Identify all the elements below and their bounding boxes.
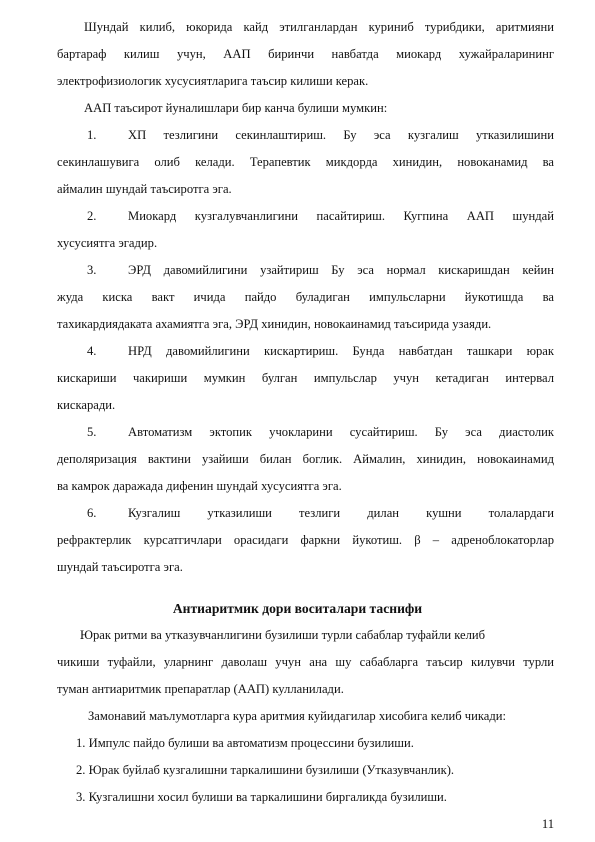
cause-item: 2. Юрак буйлаб кузгалишни таркалишини бузилиши (Утказувчанлик). <box>76 763 455 777</box>
intro-line-1: Шундай килиб, юкорида кайд этилганлардан куриниб турибдики, аритмияни <box>84 20 554 34</box>
item-line: тахикардиядаката ахамиятга эга, ЭРД хинидин, новокаинамид таъсирида узаяди. <box>57 317 492 331</box>
modern-data-text: Замонавий маълумотларга кура аритмия куйидагилар хисобига келиб чикади: <box>88 709 507 723</box>
item-number: 3. <box>87 263 97 277</box>
item-line: рефрактерлик курсатгичлари орасидаги фаркни йукотиш. β – адреноблокаторлар <box>57 533 554 547</box>
classification-line-2: чикиши туфайли, уларнинг даволаш учун ана шу сабабларга таъсир килувчи турли <box>57 655 554 669</box>
item-line: аймалин шундай таъсиротга эга. <box>57 182 232 196</box>
item-line: ва камрок даражада дифенин шундай хусусиятга эга. <box>57 479 342 493</box>
item-line: кискаради. <box>57 398 116 412</box>
item-first-line: Автоматизм эктопик учокларини сусайтириш. Бу эса диастолик <box>128 425 554 439</box>
item-line: жуда киска вакт ичида пайдо буладиган импульсларни йукотишда ва <box>57 290 554 304</box>
item-first-line: Кузгалиш утказилиши тезлиги дилан кушни толалардаги <box>128 506 554 520</box>
item-first-line: ЭРД давомийлигини узайтириш Бу эса нормал кискаришдан кейин <box>128 263 554 277</box>
item-line: кискариши чакириши мумкин булган импульслар учун кетадиган интервал <box>57 371 554 385</box>
item-number: 2. <box>87 209 97 223</box>
classification-line-3: туман антиаритмик препаратлар (ААП) кулланилади. <box>57 682 344 696</box>
possible-directions-text: ААП таъсирот йуналишлари бир канча булиши мумкин: <box>84 101 388 115</box>
item-line: секинлашувига олиб келади. Терапевтик микдорда хинидин, новоканамид ва <box>57 155 554 169</box>
section-heading: Антиаритмик дори воситалари таснифи <box>172 601 423 616</box>
cause-item: 1. Импулс пайдо булиши ва автоматизм процессини бузилиши. <box>76 736 414 750</box>
item-line: деполяризация вактини узайиши билан боглик. Аймалин, хинидин, новокаинамид <box>57 452 554 466</box>
intro-line-2: бартараф килиш учун, ААП биринчи навбатда миокард хужайраларининг <box>57 47 554 61</box>
item-first-line: Миокард кузгалувчанлигини пасайтириш. Кугпина ААП шундай <box>128 209 554 223</box>
item-line: хусусиятга эгадир. <box>57 236 158 250</box>
item-number: 5. <box>87 425 97 439</box>
page-number: 11 <box>541 817 554 831</box>
cause-item: 3. Кузгалишни хосил булиши ва таркалишини биргаликда бузилиши. <box>76 790 447 804</box>
item-first-line: ХП тезлигини секинлаштириш. Бу эса кузгалиш утказилишини <box>128 128 554 142</box>
intro-line-3: электрофизиологик хусусиятларига таъсир килиши керак. <box>57 74 369 88</box>
item-line: шундай таъсиротга эга. <box>57 560 183 574</box>
item-number: 4. <box>87 344 97 358</box>
classification-line-1: Юрак ритми ва утказувчанлигини бузилиши турли сабаблар туфайли келиб <box>80 628 486 642</box>
item-first-line: НРД давомийлигини кискартириш. Бунда навбатдан ташкари юрак <box>128 344 554 358</box>
item-number: 6. <box>87 506 97 520</box>
item-number: 1. <box>87 128 97 142</box>
